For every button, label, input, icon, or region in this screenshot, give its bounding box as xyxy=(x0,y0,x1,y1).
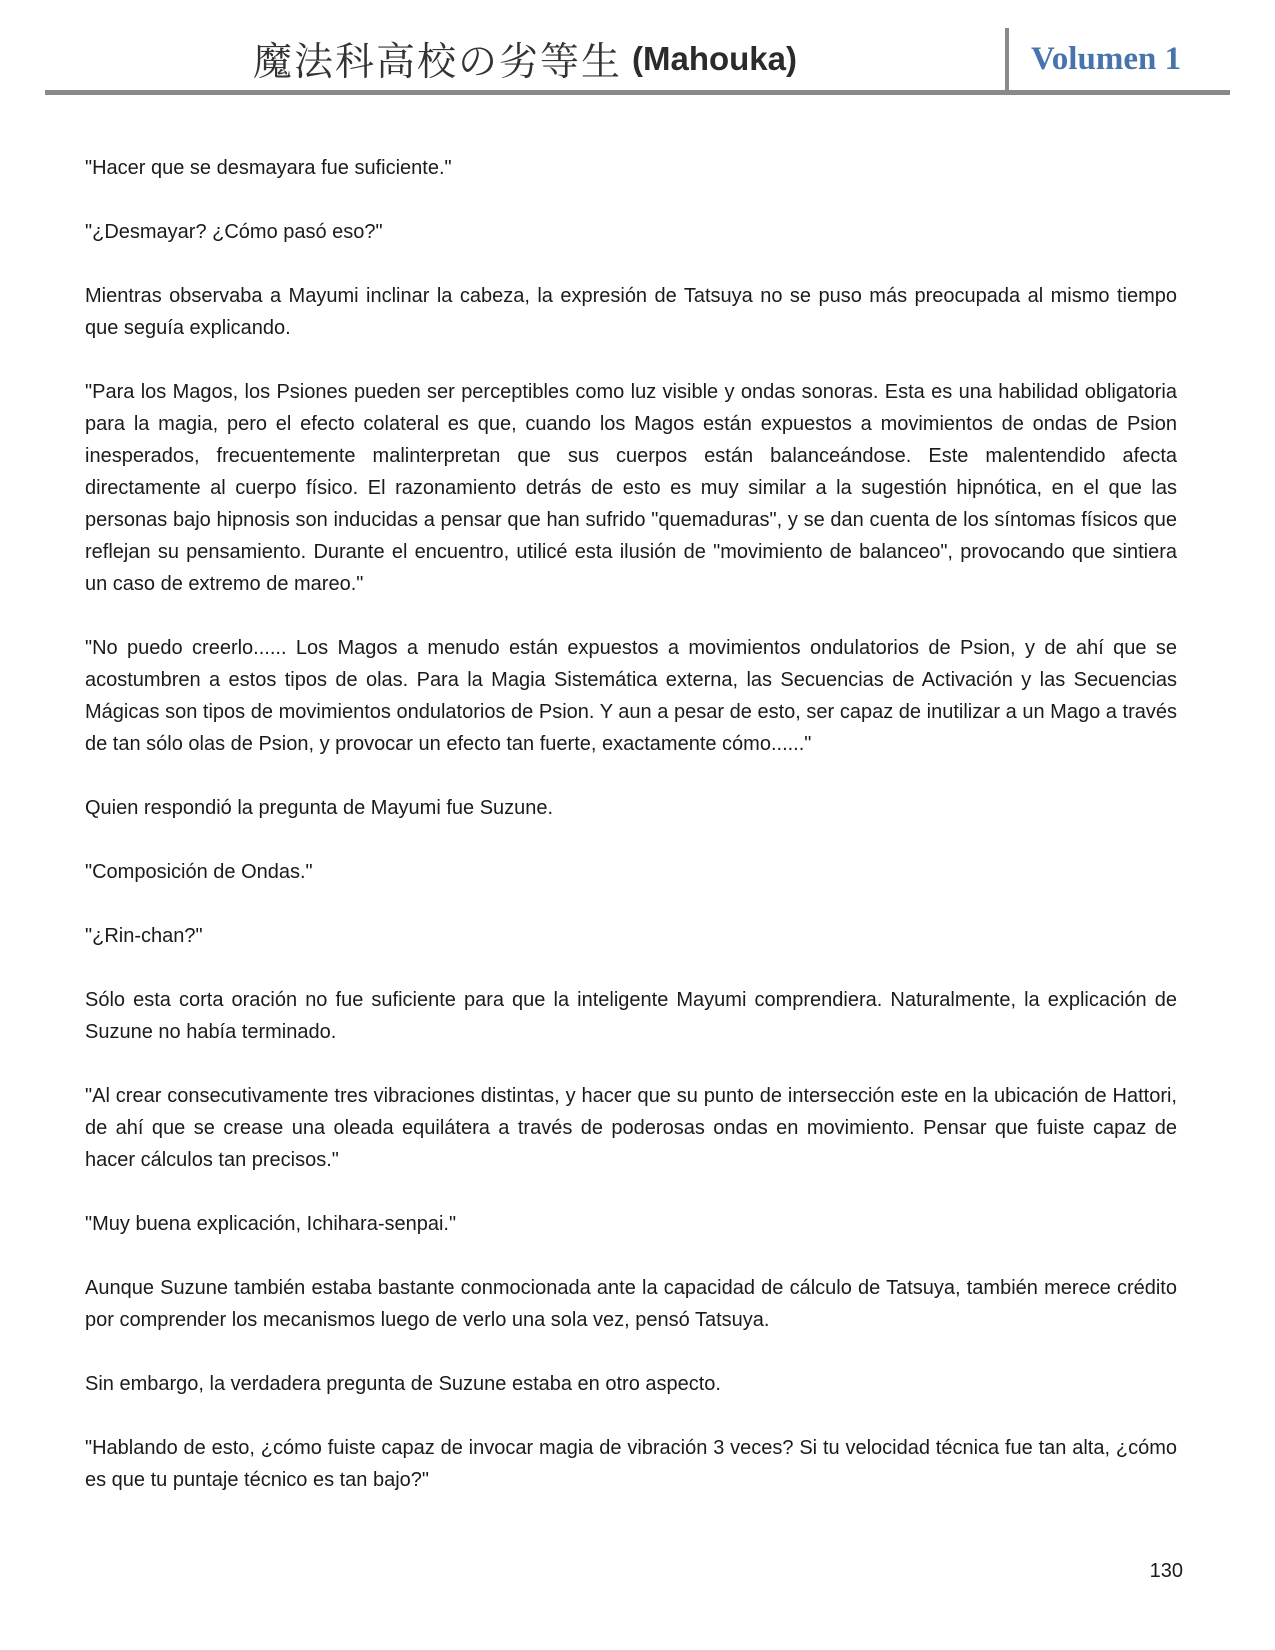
paragraph: "Hablando de esto, ¿cómo fuiste capaz de invocar magia de vibración 3 veces? Si tu velocidad técnica fue tan alta, ¿cómo es que tu puntaje técnico es tan bajo?" xyxy=(85,1437,1177,1491)
paragraph: "Hacer que se desmayara fue suficiente." xyxy=(85,157,452,179)
page-body xyxy=(85,152,1177,1496)
paragraph: Quien respondió la pregunta de Mayumi fue Suzune. xyxy=(85,797,554,819)
paragraph: "Muy buena explicación, Ichihara-senpai." xyxy=(85,1213,457,1235)
paragraph: Sin embargo, la verdadera pregunta de Suzune estaba en otro aspecto. xyxy=(85,1373,721,1395)
paragraph: "¿Rin-chan?" xyxy=(85,925,203,947)
page-number: 130 xyxy=(1149,1560,1183,1582)
paragraph: "No puedo creerlo...... Los Magos a menudo están expuestos a movimientos ondulatorios de Psion, y de ahí que se acostumbren a estos tipos de olas. Para la Magia Sistemática externa, las Secuencias de Activación y las Secuencias Mágicas son tipos de movimientos ondulatorios de Psion. Y aun a pesar de esto, ser capaz de inutilizar a un Mago a través de tan sólo olas de Psion, y provocar un efecto tan fuerte, exactamente cómo......" xyxy=(85,637,1177,755)
paragraph: "Composición de Ondas." xyxy=(85,861,313,883)
book-title-japanese: 魔法科高校の劣等生 xyxy=(252,41,622,84)
paragraph: "Al crear consecutivamente tres vibraciones distintas, y hacer que su punto de intersección este en la ubicación de Hattori, de ahí que se crease una oleada equilátera a través de poderosas ondas en movimiento. Pensar que fuiste capaz de hacer cálculos tan precisos." xyxy=(85,1085,1177,1171)
paragraph: "¿Desmayar? ¿Cómo pasó eso?" xyxy=(85,221,383,243)
page-header xyxy=(45,28,1230,95)
volume-label: Volumen 1 xyxy=(1031,40,1182,77)
paragraph: Mientras observaba a Mayumi inclinar la cabeza, la expresión de Tatsuya no se puso más preocupada al mismo tiempo que seguía explicando. xyxy=(85,285,1177,339)
book-title-romanized: (Mahouka) xyxy=(632,40,797,77)
paragraph: Sólo esta corta oración no fue suficiente para que la inteligente Mayumi comprendiera. Naturalmente, la explicación de Suzune no había terminado. xyxy=(85,989,1177,1043)
header-volume-cell xyxy=(1005,28,1230,90)
paragraph: "Para los Magos, los Psiones pueden ser perceptibles como luz visible y ondas sonoras. Esta es una habilidad obligatoria para la magia, pero el efecto colateral es que, cuando los Magos están expuestos a movimientos de ondas de Psion inesperados, frecuentemente malinterpretan que sus cuerpos están balanceándose. Este malentendido afecta directamente al cuerpo físico. El razonamiento detrás de esto es muy similar a la sugestión hipnótica, en el que las personas bajo hipnosis son inducidas a pensar que han sufrido "quemaduras", y se dan cuenta de los síntomas físicos que reflejan su pensamiento. Durante el encuentro, utilicé esta ilusión de "movimiento de balanceo", provocando que sintiera un caso de extremo de mareo." xyxy=(85,381,1177,595)
paragraph: Aunque Suzune también estaba bastante conmocionada ante la capacidad de cálculo de Tatsuya, también merece crédito por comprender los mecanismos luego de verlo una sola vez, pensó Tatsuya. xyxy=(85,1277,1177,1331)
book-title xyxy=(45,28,1005,90)
